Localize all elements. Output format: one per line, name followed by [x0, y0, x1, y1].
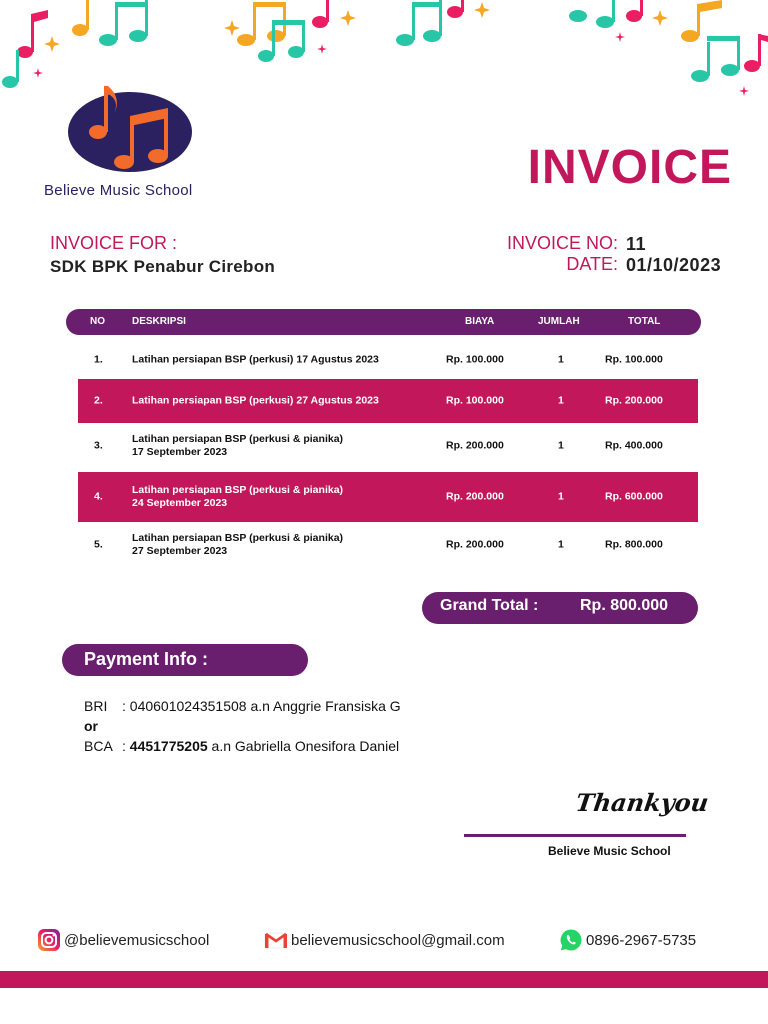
row-total: Rp. 600.000: [605, 490, 663, 503]
row-desc: Latihan persiapan BSP (perkusi & pianika) 17 September 2023: [132, 433, 344, 458]
signature-line: [464, 834, 686, 837]
row-no: 1.: [94, 353, 103, 366]
gmail-icon: [264, 928, 288, 952]
row-biaya: Rp. 200.000: [446, 439, 504, 452]
instagram-handle: @believemusicschool: [64, 931, 210, 949]
music-note-icon: [396, 0, 442, 46]
date-value: 01/10/2023: [626, 255, 722, 275]
payment-or: or: [84, 718, 98, 734]
school-logo: [64, 80, 198, 176]
row-biaya: Rp. 200.000: [446, 538, 504, 551]
whatsapp-number: 0896-2967-5735: [586, 931, 697, 949]
row-no: 2.: [94, 394, 103, 407]
row-desc: Latihan persiapan BSP (perkusi & pianika) 24 September 2023: [132, 484, 344, 509]
bank-bri: [84, 698, 401, 714]
page-title: INVOICE: [527, 141, 732, 194]
invoice-no-value: 11: [626, 234, 647, 254]
music-note-icon: [17, 10, 48, 58]
whatsapp-icon: [559, 928, 583, 952]
payment-info-label: Payment Info :: [84, 649, 209, 669]
table-header: [66, 309, 701, 335]
row-biaya: Rp. 100.000: [446, 394, 504, 407]
music-note-icon: [447, 0, 464, 18]
bank-code: BCA: [84, 738, 113, 754]
row-biaya: Rp. 200.000: [446, 490, 504, 503]
footer-bar: [0, 971, 768, 988]
date-label: DATE:: [566, 254, 618, 274]
contact-email[interactable]: [264, 928, 505, 952]
music-note-icon: [681, 0, 722, 42]
row-jumlah: 1: [558, 439, 564, 452]
table-row: [78, 523, 698, 567]
header-desc: DESKRIPSI: [132, 316, 186, 327]
payment-info-badge: [62, 644, 308, 676]
music-note-icon: [99, 0, 148, 46]
bank-account-number: 4451775205: [129, 738, 208, 754]
music-note-icon: [626, 0, 643, 22]
table-row: [78, 338, 698, 382]
music-note-icon: [2, 50, 19, 88]
invoice-meta-values: [626, 234, 721, 276]
row-jumlah: 1: [558, 394, 564, 407]
table-row: [78, 472, 698, 522]
music-note-icon: [72, 0, 89, 36]
row-total: Rp. 100.000: [605, 353, 663, 366]
row-no: 3.: [94, 439, 103, 452]
row-desc: Latihan persiapan BSP (perkusi) 17 Agustus 2023: [132, 353, 379, 366]
music-note-icon: [312, 0, 329, 28]
music-note-icon: [691, 36, 740, 82]
table-row: [78, 424, 698, 468]
row-no: 5.: [94, 538, 103, 551]
invoice-for-label: INVOICE FOR :: [50, 233, 178, 253]
thankyou-signature: Thankyou: [573, 788, 711, 817]
grand-total-badge: [422, 592, 698, 624]
school-name: Believe Music School: [44, 182, 193, 199]
row-jumlah: 1: [558, 353, 564, 366]
header-jumlah: JUMLAH: [538, 316, 580, 327]
bank-detail: : 040601024351508 a.n Anggrie Fransiska G: [122, 698, 401, 714]
row-total: Rp. 400.000: [605, 439, 663, 452]
row-desc: Latihan persiapan BSP (perkusi) 27 Agustus 2023: [132, 394, 379, 407]
row-total: Rp. 200.000: [605, 394, 663, 407]
signature-name: Believe Music School: [548, 844, 671, 858]
row-jumlah: 1: [558, 490, 564, 503]
grand-total-value: Rp. 800.000: [580, 597, 669, 614]
music-note-icon: [258, 20, 305, 62]
header-no: NO: [90, 316, 105, 327]
contact-whatsapp[interactable]: [559, 928, 696, 952]
invoice-meta-labels: [440, 233, 618, 275]
header-biaya: BIAYA: [465, 316, 495, 327]
row-jumlah: 1: [558, 538, 564, 551]
instagram-icon: [37, 928, 61, 952]
music-note-icon: [744, 34, 768, 72]
row-total: Rp. 800.000: [605, 538, 663, 551]
header-total: TOTAL: [628, 316, 661, 327]
email-address: believemusicschool@gmail.com: [291, 931, 505, 949]
bank-code: BRI: [84, 698, 108, 714]
row-no: 4.: [94, 490, 103, 503]
bank-bca: BCA : 4451775205 a.n Gabriella Onesifora Daniel: [84, 738, 400, 754]
invoice-no-label: INVOICE NO:: [506, 233, 618, 253]
bank-account-name: a.n Gabriella Onesifora Daniel: [207, 738, 400, 754]
grand-total-label: Grand Total :: [440, 597, 539, 614]
contact-instagram[interactable]: [37, 928, 209, 952]
row-desc: Latihan persiapan BSP (perkusi & pianika) 27 September 2023: [132, 532, 344, 557]
customer-name: SDK BPK Penabur Cirebon: [50, 257, 276, 276]
row-biaya: Rp. 100.000: [446, 353, 504, 366]
table-row: [78, 379, 698, 423]
music-note-icon: [569, 0, 615, 28]
sparkle-icon: [44, 2, 668, 52]
